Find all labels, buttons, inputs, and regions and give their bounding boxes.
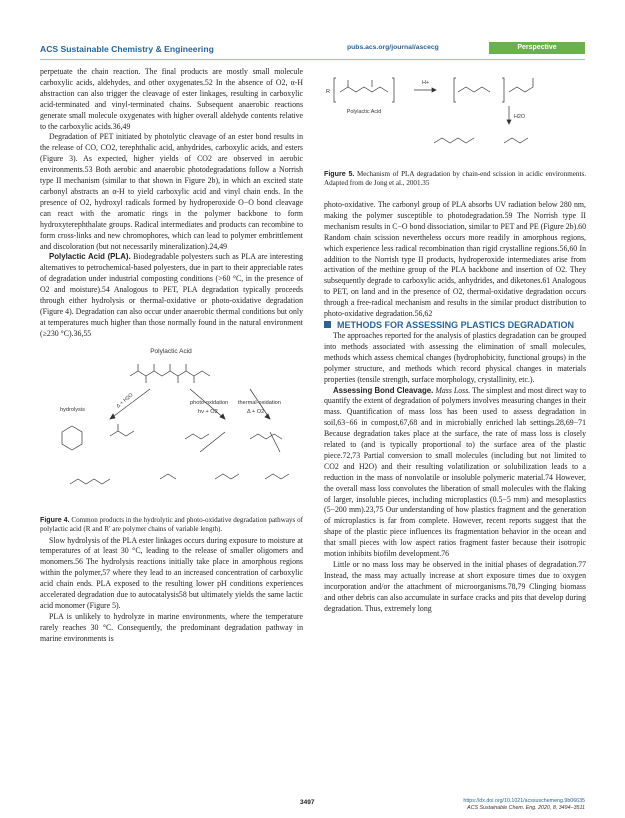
paragraph-text: The simplest and most direct way to quantify the extent of degradation of polymers involves measuring changes in their mass. Quantification of mass loss has been used to assess degradation in soil,63−66 in compost,67,68 and in microbially enriched lab settings.28,69−71 Because degradation takes place at the surface, the rate of mass loss is closely related to (and is typically proportional to) the surface area of the plastic piece.72,73 Partial conversion to small molecules (including but not limited to CO2 and H2O) and their resulting volatilization or solubilization leads to a reduction in the mass of nonvolatile or insoluble polymeric material.74 However, the overall mass loss convolutes the liberation of small molecules with the flaking of larger, insoluble pieces, including microplastics (0.5−5 mm) and mesoplastics (5−200 mm).23,75 Our understanding of how plastics fragment and the generation of microplastics is far from complete. However, recent reports suggest that the shape of the plastic piece influences its fragmentation behavior in the ocean and that small pieces with low aspect ratios fragment faster because their isotropic motion inhibits biofilm development.76 <box>324 385 586 559</box>
section-heading: METHODS FOR ASSESSING PLASTICS DEGRADATION <box>324 320 586 331</box>
hydrolysis-products <box>434 138 528 143</box>
oxidation-products <box>160 434 289 479</box>
hydrolysis-label: hydrolysis <box>60 406 85 413</box>
reaction-arrows <box>110 389 280 452</box>
figure-5-scheme <box>324 68 586 166</box>
caption-label: Figure 5. <box>324 169 355 178</box>
figure-5 <box>324 68 586 188</box>
header-rule <box>40 59 585 60</box>
figure-4 <box>40 344 303 534</box>
svg-text:R: R <box>326 89 331 95</box>
paragraph <box>324 386 586 561</box>
paragraph: perpetuate the chain reaction. The final products are mostly small molecule carboxylic acids, aldehydes, and other oxygenates.52 In the absence of O2, α-H abstraction can also trigger the cleavage of ester linkages, resulting in carboxylic acid-terminated and vinyl-terminated chains. Subsequent anaerobic reactions generate small molecule oxygenates with higher overall aldehyde contents relative to the carboxylic acids.36,49 <box>40 67 303 131</box>
paragraph: photo-oxidative. The carbonyl group of PLA absorbs UV radiation below 280 nm, making the polymer susceptible to photodegradation.59 The Norrish type II mechanism results in C−O bond dissociation, similar to PET and PE (Figure 2b).60 Random chain scission nevertheless occurs more readily in amorphous regions, which experience less radical recombination than rigid crystalline regions.56,60 In addition to the Norrish type II products, hydroperoxide intermediates arise from activation of the methine group of the PLA backbone and insertion of O2. They subsequently degrade to carboxylic acids, anhydrides, and diketones.61 Analogous to PET, on land and in the presence of O2, thermal-oxidative degradation occurs through a free-radical mechanism and results in the similar product distribution to photo-oxidative degradation.56,62 <box>324 200 586 319</box>
pla-structure <box>130 364 210 383</box>
running-header <box>40 44 585 58</box>
section-bullet-icon <box>324 321 331 328</box>
pla-label: Polylactic Acid <box>346 109 382 115</box>
doi-link[interactable]: https://dx.doi.org/10.1021/acssuschemeng.9b06635 <box>463 798 585 804</box>
thermal-oxidation-label: thermal-oxidation <box>238 399 281 406</box>
left-column <box>40 67 303 645</box>
page-number: 3497 <box>300 799 315 806</box>
right-column <box>324 200 586 615</box>
paragraph: Slow hydrolysis of the PLA ester linkages occurs during exposure to moisture at temperatures of at least 30 °C, leading to the release of smaller oligomers and monomers.56 The hydrolysis reactions initially take place in amorphous regions within the polymer,57 where they lead to an increased concentration of carboxylic acid chain ends. PLA exposed to the resulting lower pH conditions experiences accelerated degradation due to autocatalysis58 but ultimately yields the same lactic acid monomer (Figure 5). <box>40 535 303 610</box>
paragraph <box>40 252 303 339</box>
fig4-title: Polylactic Acid <box>150 347 192 355</box>
paragraph: Little or no mass loss may be observed in the initial phases of degradation.77 Instead, the mass may actually increase at short exposure times due to oxygen incorporation and/or the attachment of microorganisms.78,79 Clinging biomass and other debris can also accumulate in surface cracks and pits that develop during degradation. Thus, extremely long <box>324 560 586 613</box>
caption-text: Mechanism of PLA degradation by chain-end scission in acidic environments. Adapted from de Jong et al., 2001.35 <box>324 169 586 187</box>
protonated-intermediate <box>454 78 533 102</box>
journal-citation: ACS Sustainable Chem. Eng. 2020, 8, 3494−3511 <box>467 805 585 811</box>
photo-oxidation-conditions: hν + O2 <box>198 408 218 415</box>
thermal-oxidation-conditions: Δ + O2 <box>247 408 265 415</box>
figure-4-caption <box>40 516 303 534</box>
figure-4-scheme <box>40 344 303 512</box>
journal-url[interactable]: pubs.acs.org/journal/ascecg <box>347 44 439 51</box>
footer-citation <box>463 798 585 812</box>
caption-label: Figure 4. <box>40 515 70 524</box>
paragraph: Degradation of PET initiated by photolytic cleavage of an ester bond results in the release of CO, CO2, terephthalic acid, anhydrides, carboxylic acids, and esters (Figure 3). As expected, higher yields of CO2 are observed in aerobic environments.53 Both aerobic and anaerobic photodegradations follow a Norrish type II mechanism (similar to that shown in Figure 2b), in which an excited state carbonyl abstracts an α-H to yield carboxylic acid and vinyl chain ends. In the presence of O2, hydroxyl radicals formed by hydroperoxide O−O bond cleavage can react with the aromatic rings in the polymer backbone to form hydroxyterephthalate groups. Radical intermediates and products can recombine to form cross-links and new chromophores, which can lead to polymer embrittlement and discoloration (but not necessarily mineralization).24,49 <box>40 132 303 251</box>
hydrolysis-conditions: Δ + H2O <box>115 391 135 410</box>
figure-5-caption <box>324 170 586 188</box>
paragraph: PLA is unlikely to hydrolyze in marine environments, where the temperature rarely reaches 30 °C. Consequently, the predominant degradation pathway in marine environments is <box>40 611 303 643</box>
h-plus-label: H+ <box>422 80 430 86</box>
section-subheading: Polylactic Acid (PLA). <box>49 252 131 262</box>
journal-name: ACS Sustainable Chemistry & Engineering <box>40 44 214 54</box>
photo-oxidation-label: photo-oxidation <box>190 399 229 406</box>
article-type-badge: Perspective <box>489 42 585 54</box>
paragraph: The approaches reported for the analysis of plastics degradation can be grouped into methods associated with assessing the elimination of small molecules, methods which assess chemical changes (hydrophobicity, functional groups) in the polymer structure, and methods which record physical changes in materials properties (tensile strength, surface morphology, crystallinity, etc.). <box>324 330 586 384</box>
water-label: H2O <box>514 114 526 120</box>
pla-chain-end <box>334 78 394 102</box>
subsection-heading: Assessing Bond Cleavage. <box>333 385 434 395</box>
hydrolysis-products <box>62 424 134 484</box>
reaction-arrows <box>414 88 511 124</box>
caption-text: Common products in the hydrolytic and photo-oxidative degradation pathways of polylactic acid (R and R′ are polymer chains of variable length). <box>40 515 303 533</box>
subsubsection-heading: Mass Loss. <box>433 385 471 395</box>
paragraph-text: Biodegradable polyesters such as PLA are interesting alternatives to petrochemical-based polyesters, due in part to their appreciable rates of degradation under industrial composting conditions (>60 °C, in the presence of O2 and moisture).54 Analogous to PET, PLA degradation typically proceeds through either hydrolysis or thermal-oxidative or photo-oxidative degradation (Figure 4). Degradation can also occur under anaerobic thermal conditions but only at temperatures much higher than those normally found in the natural environment (≥230 °C).36,55 <box>40 252 304 338</box>
